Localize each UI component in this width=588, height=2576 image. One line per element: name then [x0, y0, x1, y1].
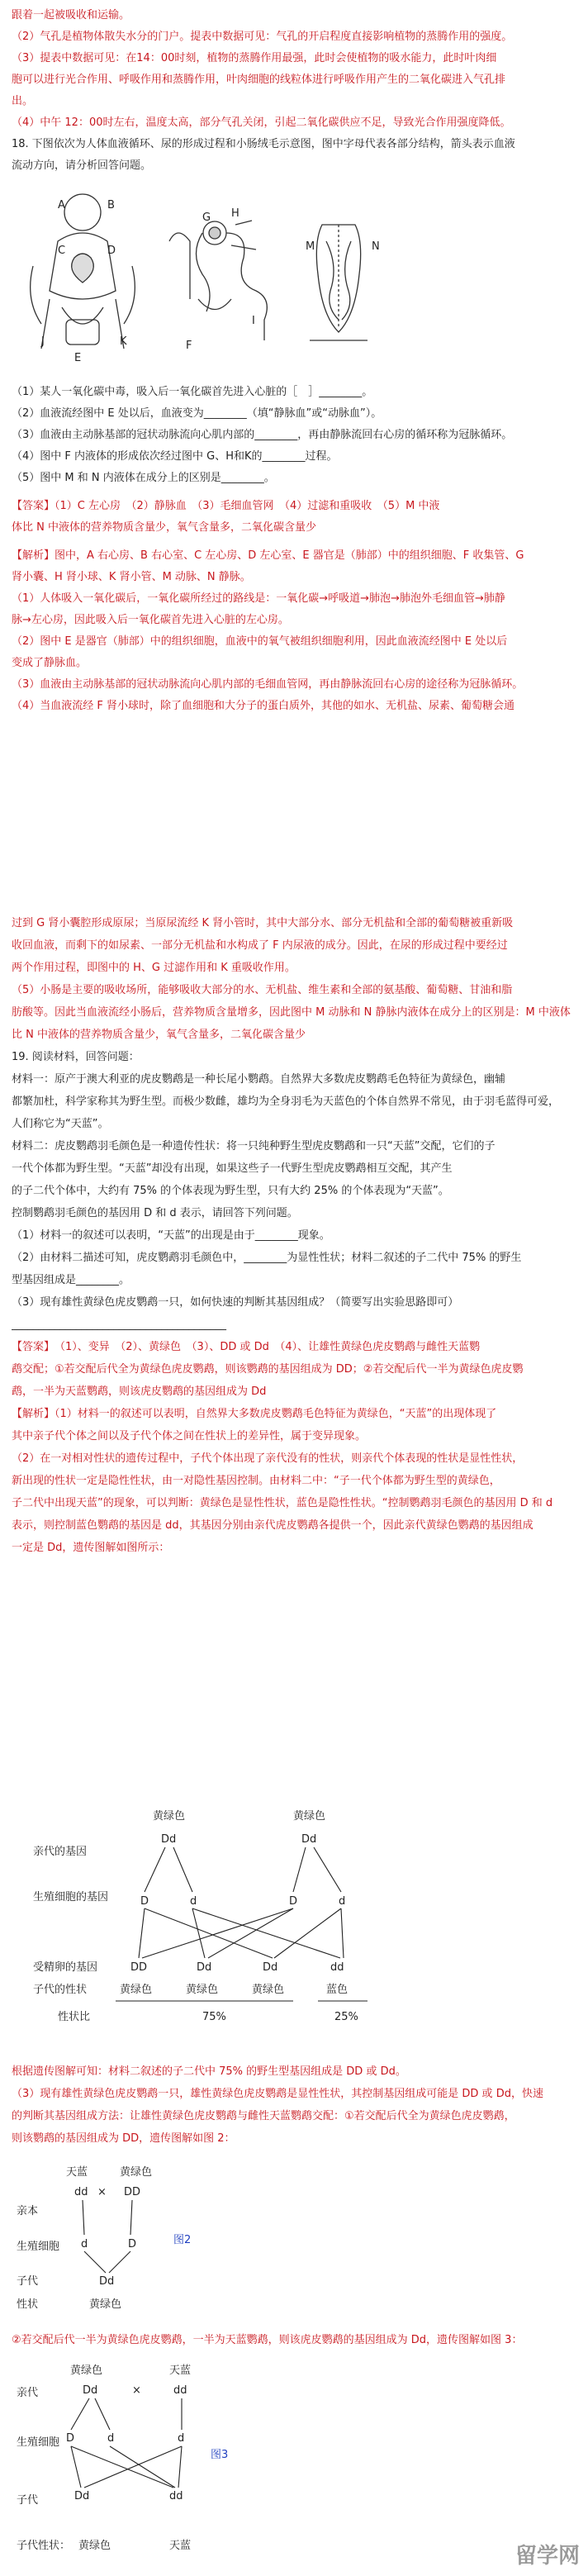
text-line: 鹉交配；①若交配后代全为黄绿色虎皮鹦鹉，则该鹦鹉的基因组成为 DD；②若交配后代一半为黄绿色虎皮鹦 [12, 1363, 524, 1376]
page-gap-2 [0, 1756, 588, 1785]
text-line: 脉→左心房，因此吸入后一氧化碳首先进入心脏的左心房。 [12, 614, 289, 626]
diagram3-parent-left: Dd [83, 2384, 98, 2397]
text-line: 变成了静脉血。 [12, 657, 88, 669]
text-line: 流动方向，请分析回答问题。 [12, 159, 152, 172]
text-line: 【答案】 （1）、变异 （2）、黄绿色 （3）、DD 或 Dd （4）、让雄性黄绿色虎皮鹦鹉与雌性天蓝鹦 [12, 1341, 481, 1353]
diagram2-connector-lines [83, 2200, 132, 2273]
text-line: 材料一：原产于澳大利亚的虎皮鹦鹉是一种长尾小鹦鹉。自然界大多数虎皮鹦鹉毛色特征为黄绿色，幽辅 [12, 1073, 506, 1086]
figure-letter-N: N [372, 240, 380, 253]
diagram2-fig-label: 图2 [173, 2234, 192, 2246]
diagram2-child-trait: 黄绿色 [89, 2298, 122, 2311]
diagram1-row-offspring: 子代的性状 [33, 1984, 88, 1996]
figure-letter-H: H [231, 207, 239, 220]
heart-circulation-illustration [31, 194, 135, 349]
text-line: （3）现有雄性黄绿色虎皮鹦鹉一只，如何快速的判断其基因组成？（简要写出实验思路即可） [12, 1296, 459, 1309]
page-section-3 [0, 1785, 588, 2576]
diagram2-cross-symbol: × [97, 2186, 107, 2198]
diagram1-offspring-1: 黄绿色 [120, 1984, 153, 1996]
text-line: （5）小肠是主要的吸收场所，能够吸收大部分的水、无机盐、维生素和全部的氨基酸、葡萄糖、甘油和脂 [12, 984, 513, 996]
diagram3-gamete-1: D [66, 2432, 75, 2445]
text-line: 体比 N 中液体的营养物质含量少，氧气含量多，二氧化碳含量少 [12, 521, 316, 534]
diagram3-row-parent: 亲代 [17, 2387, 39, 2399]
diagram3-gamete-3: d [178, 2432, 185, 2445]
text-line: 跟着一起被吸收和运输。 [12, 9, 130, 21]
figure-letter-B: B [107, 199, 115, 211]
diagram2-child: Dd [99, 2275, 115, 2288]
text-line: 则该鹦鹉的基因组成为 DD，遗传图解如图 2： [12, 2132, 235, 2145]
figure-letter-A: A [58, 199, 65, 211]
text-line: （1）材料一的叙述可以表明，“天蓝”的出现是由于________现象。 [12, 1229, 330, 1242]
text-line: 比 N 中液体的营养物质含量少，氧气含量多，二氧化碳含量少 [12, 1029, 306, 1041]
text-line: 材料二：虎皮鹦鹉羽毛颜色是一种遗传性状：将一只纯种野生型虎皮鹦鹉和一只“天蓝”交配，它们的子 [12, 1140, 496, 1153]
text-line: 新出现的性状一定是隐性性状，由一对隐性基因控制。由材料二中：“子一代个体都为野生型的黄绿色， [12, 1475, 500, 1487]
diagram1-zygote-1: DD [130, 1961, 148, 1974]
text-line: 型基因组成是________。 [12, 1274, 130, 1286]
text-line: 【答案】（1）C 左心房 （2）静脉血 （3）毛细血管网 （4）过滤和重吸收 （5）M 中液 [12, 500, 440, 512]
diagram1-gamete-2: d [190, 1895, 197, 1908]
text-line: 【解析】（1）材料一的叙述可以表明，自然界大多数虎皮鹦鹉毛色特征为黄绿色，“天蓝”的出现体现了 [12, 1408, 497, 1420]
text-line: 的子二代个体中，大约有 75% 的个体表现为野生型，只有大约 25% 的个体表现为“天蓝”。 [12, 1185, 449, 1197]
diagram1-parent-pheno-right: 黄绿色 [293, 1810, 326, 1823]
text-line: （1）某人一氧化碳中毒，吸入后一氧化碳首先进入心脏的［ ］________。 [12, 386, 373, 398]
diagram2-row-gamete: 生殖细胞 [17, 2241, 60, 2253]
page-section-1 [0, 0, 588, 863]
diagram2-row-child: 子代 [17, 2275, 39, 2288]
diagram2-parent-right: DD [124, 2186, 141, 2198]
text-line: 胞可以进行光合作用、呼吸作用和蒸腾作用，叶肉细胞的线粒体进行呼吸作用产生的二氧化碳进入气孔排 [12, 74, 506, 86]
figure-letter-K: K [120, 335, 127, 348]
text-line: 【解析】图中，A 右心房、B 右心室、C 左心房、D 左心室、E 器官是（肺部）中的组织细胞、F 收集管、G [12, 549, 524, 562]
diagram1-connector-lines [116, 1847, 368, 2001]
figure-letter-E: E [74, 352, 82, 364]
diagram3-child-2: dd [169, 2490, 183, 2502]
diagram3-parent-right: dd [173, 2384, 187, 2397]
text-line: 收回血液，而剩下的如尿素、一部分无机盐和水构成了 F 内尿液的成分。因此，在尿的形成过程中要经过 [12, 939, 508, 952]
diagram1-gamete-3: D [289, 1895, 298, 1908]
text-line: 其中亲子代个体之间以及子代个体之间在性状上的差异性，属于变异现象。 [12, 1430, 367, 1442]
figure-letter-C: C [58, 245, 66, 257]
figure-letter-G: G [202, 211, 211, 224]
diagram1-parent-left: Dd [161, 1833, 177, 1846]
diagram3-gamete-2: d [107, 2432, 115, 2445]
text-line: 19. 阅读材料，回答问题： [12, 1051, 140, 1063]
genetic-cross-diagram-1 [17, 1801, 578, 2049]
text-line: （4）当血液流经 F 肾小球时，除了血细胞和大分子的蛋白质外，其他的如水、无机盐、尿素、葡萄糖会通 [12, 700, 515, 712]
diagram2-gamete-left: d [81, 2238, 88, 2250]
text-line: （4）图中 F 内液体的形成依次经过图中 G、H和K的________过程。 [12, 450, 338, 463]
text-line: 一代个体都为野生型。“天蓝”却没有出现，如果这些子一代野生型虎皮鹦鹉相互交配，其产生 [12, 1162, 453, 1175]
site-watermark: 留学网 [514, 2544, 580, 2569]
text-line: （3）提表中数据可见：在14：00时刻，植物的蒸腾作用最强，此时会使植物的吸水能力，此时叶肉细 [12, 52, 497, 64]
text-line: （2）由材料二描述可知，虎皮鹦鹉羽毛颜色中，________为显性性状；材料二叙述的子二代中 75% 的野生 [12, 1252, 522, 1264]
diagram1-parent-right: Dd [301, 1833, 317, 1846]
genetic-cross-diagram-3 [17, 2359, 281, 2565]
diagram1-row-ratio: 性状比 [58, 2011, 91, 2023]
text-line: （2）气孔是植物体散失水分的门户。提表中数据可见：气孔的开启程度直接影响植物的蒸腾作用的强度。 [12, 31, 513, 43]
text-line: 肾小囊、H 肾小球、K 肾小管、M 动脉、N 静脉。 [12, 571, 251, 583]
diagram2-row-trait: 性状 [17, 2298, 39, 2311]
text-line: 都繁加杜，科学家称其为野生型。而极少数雌，雄均为全身羽毛为天蓝色的个体自然界不常见，由于羽毛蓝得可爱， [12, 1096, 560, 1108]
diagram1-offspring-2: 黄绿色 [186, 1984, 219, 1996]
text-line: （3）血液由主动脉基部的冠状动脉流向心肌内部的________，再由静脉流回右心房的循环称为冠脉循环。 [12, 429, 513, 441]
page-section-2 [0, 896, 588, 1756]
diagram3-row-gamete: 生殖细胞 [17, 2436, 60, 2449]
text-line: （2）血液流经图中 E 处以后，血液变为________（填“静脉血”或“动脉血”）。 [12, 407, 382, 420]
text-line: ②若交配后代一半为黄绿色虎皮鹦鹉，一半为天蓝鹦鹉，则该虎皮鹦鹉的基因组成为 Dd，遗传图解如图 3： [12, 2334, 523, 2346]
text-line: 出。 [12, 95, 34, 107]
diagram2-gamete-right: D [128, 2238, 137, 2250]
circulation-diagram-figure [25, 175, 413, 373]
text-line: 控制鹦鹉羽毛颜色的基因用 D 和 d 表示，请回答下列问题。 [12, 1207, 298, 1219]
text-line: 两个作用过程，即图中的 H、G 过滤作用和 K 重吸收作用。 [12, 962, 296, 974]
diagram1-zygote-3: Dd [263, 1961, 278, 1974]
diagram3-connector-lines [71, 2398, 185, 2488]
figure-letter-M: M [306, 240, 315, 253]
diagram1-row-parent-genes: 亲代的基因 [33, 1846, 88, 1858]
text-line: ________________________________________ [12, 1319, 226, 1331]
diagram3-child-1: Dd [74, 2490, 90, 2502]
diagram1-offspring-3: 黄绿色 [252, 1984, 285, 1996]
text-line: 根据遗传图解可知：材料二叙述的子二代中 75% 的野生型基因组成是 DD 或 Dd。 [12, 2065, 406, 2078]
diagram3-top-left: 黄绿色 [70, 2365, 103, 2377]
diagram3-child-trait-2: 天蓝 [169, 2540, 192, 2552]
text-line: 的判断其基因组成方法：让雄性黄绿色虎皮鹦鹉与雌性天蓝鹦鹉交配：①若交配后代全为黄绿色虎皮鹦鹉， [12, 2110, 515, 2122]
diagram1-ratio-right: 25% [334, 2011, 358, 2023]
figure-letter-I: I [252, 315, 255, 327]
figure-letter-labels [40, 199, 380, 364]
diagram1-row-zygote: 受精卵的基因 [33, 1961, 98, 1974]
diagram3-child-trait-1: 黄绿色 [78, 2540, 111, 2552]
diagram1-offspring-4: 蓝色 [326, 1984, 349, 1996]
diagram1-gamete-1: D [140, 1895, 149, 1908]
text-line: 一定是 Dd，遗传图解如图所示： [12, 1542, 170, 1554]
diagram3-row-trait: 子代性状： [17, 2540, 71, 2552]
diagram1-zygote-2: Dd [197, 1961, 212, 1974]
text-line: （5）图中 M 和 N 内液体在成分上的区别是________。 [12, 472, 275, 484]
diagram1-gamete-4: d [339, 1895, 346, 1908]
diagram3-top-right: 天蓝 [169, 2365, 192, 2377]
diagram2-top-right: 黄绿色 [120, 2166, 153, 2179]
text-line: （1）人体吸入一氧化碳后，一氧化碳所经过的路线是：一氧化碳→呼吸道→肺泡→肺泡外毛细血管→肺静 [12, 592, 505, 605]
text-line: （3）现有雄性黄绿色虎皮鹦鹉一只，雄性黄绿色虎皮鹦鹉是显性性状，其控制基因组成可能是 DD 或 Dd，快速 [12, 2088, 543, 2100]
diagram2-row-parent: 亲本 [17, 2205, 39, 2217]
diagram2-parent-left: dd [74, 2186, 88, 2198]
villus-illustration [310, 225, 368, 340]
genetic-cross-diagram-2 [17, 2160, 264, 2326]
text-line: 人们称它为“天蓝”。 [12, 1118, 109, 1130]
text-line: 18. 下图依次为人体血液循环、尿的形成过程和小肠绒毛示意图，图中字母代表各部分结构，箭头表示血液 [12, 138, 515, 150]
diagram1-row-gametes: 生殖细胞的基因 [33, 1891, 109, 1903]
figure-letter-J: J [41, 335, 45, 348]
diagram3-fig-label: 图3 [211, 2449, 229, 2461]
diagram3-row-child: 子代 [17, 2494, 39, 2507]
text-line: （3）血液由主动脉基部的冠状动脉流向心肌内部的毛细血管网，再由静脉流回右心房的途径称为冠脉循环。 [12, 678, 524, 691]
diagram1-ratio-left: 75% [202, 2011, 226, 2023]
text-line: （2）在一对相对性状的遗传过程中，子代个体出现了亲代没有的性状，则亲代个体表现的性状是显性性状， [12, 1452, 524, 1465]
text-line: （2）图中 E 是器官（肺部）中的组织细胞，血液中的氧气被组织细胞利用，因此血液流经图中 E 处以后 [12, 635, 508, 648]
figure-letter-F: F [186, 340, 192, 352]
diagram3-cross-symbol: × [132, 2384, 141, 2397]
page-gap-1 [0, 863, 588, 896]
figure-letter-D: D [107, 245, 116, 257]
diagram1-parent-pheno-left: 黄绿色 [153, 1810, 186, 1823]
text-line: 肪酸等。因此当血液流经小肠后，营养物质含量增多，因此图中 M 动脉和 N 静脉内液体在成分上的区别是：M 中液体 [12, 1006, 571, 1019]
text-line: 表示，则控制蓝色鹦鹉的基因是 dd，其基因分别由亲代虎皮鹦鹉各提供一个，因此亲代黄绿色鹦鹉的基因组成 [12, 1519, 533, 1532]
text-line: 子二代中出现天蓝”的现象，可以判断：黄绿色是显性性状，蓝色是隐性性状。“控制鹦鹉羽毛颜色的基因用 D 和 d [12, 1497, 553, 1509]
diagram1-zygote-4: dd [330, 1961, 344, 1974]
diagram2-top-left: 天蓝 [66, 2166, 88, 2179]
text-line: 鹉，一半为天蓝鹦鹉，则该虎皮鹦鹉的基因组成为 Dd [12, 1385, 267, 1398]
text-line: （4）中午 12：00时左右，温度太高，部分气孔关闭，引起二氧化碳供应不足，导致光合作用强度降低。 [12, 116, 511, 129]
text-line: 过到 G 肾小囊腔形成原尿；当原尿流经 K 肾小管时，其中大部分水、部分无机盐和全部的葡萄糖被重新吸 [12, 917, 514, 929]
